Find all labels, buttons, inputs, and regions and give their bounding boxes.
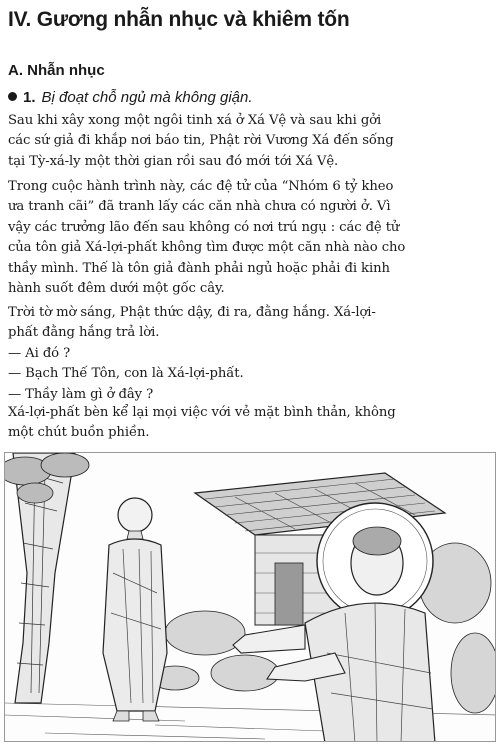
text-line: phất đằng hắng trả lời. bbox=[8, 325, 160, 341]
text-line: Trời tờ mờ sáng, Phật thức dậy, đi ra, đằng hắng. Xá-lợi- bbox=[8, 305, 376, 320]
text-line: vậy các trưởng lão đến sau không có nơi trú ngụ : các đệ tử bbox=[8, 219, 400, 235]
dialogue-line: — Bạch Thế Tôn, con là Xá-lợi-phất. bbox=[8, 366, 244, 382]
monk-figure bbox=[103, 498, 167, 721]
illustration-drawing bbox=[5, 453, 496, 742]
text-line: một chút buồn phiền. bbox=[8, 425, 150, 441]
illustration bbox=[4, 452, 496, 742]
paragraph-2 bbox=[8, 177, 498, 299]
text-line: hành suốt đêm dưới một gốc cây. bbox=[8, 281, 225, 297]
text-line: ưa tranh cãi” đã tranh lấy các căn nhà chưa có người ở. Vì bbox=[8, 199, 391, 215]
bullet-icon bbox=[8, 92, 17, 101]
subsection-number: 1. bbox=[23, 89, 36, 106]
subsection-heading bbox=[8, 87, 253, 109]
text-line: của tôn giả Xá-lợi-phất không tìm được một căn nhà nào cho bbox=[8, 240, 406, 256]
dialogue-line: — Ai đó ? bbox=[8, 345, 71, 361]
subsection-title: Bị đoạt chỗ ngủ mà không giận. bbox=[41, 89, 253, 106]
paragraph-3 bbox=[8, 303, 498, 405]
text-line: Xá-lợi-phất bèn kể lại mọi việc với vẻ mặt bình thản, không bbox=[8, 405, 396, 420]
text-line: các sứ giả đi khắp nơi báo tin, Phật rời Vương Xá đến sống bbox=[8, 133, 394, 149]
dialogue-line: — Thầy làm gì ở đây ? bbox=[8, 386, 154, 402]
text-line: thầy mình. Thế là tôn giả đành phải ngủ hoặc phải đi kinh bbox=[8, 260, 390, 276]
text-line: Sau khi xây xong một ngôi tinh xá ở Xá Vệ và sau khi gởi bbox=[8, 113, 382, 128]
paragraph-4 bbox=[8, 403, 498, 444]
section-heading: A. Nhẫn nhục bbox=[8, 62, 105, 79]
paragraph-1 bbox=[8, 111, 498, 172]
text-line: tại Tỳ-xá-ly một thời gian rồi sau đó mới tới Xá Vệ. bbox=[8, 153, 339, 169]
chapter-title: IV. Gương nhẫn nhục và khiêm tốn bbox=[8, 8, 350, 31]
tree bbox=[5, 453, 89, 703]
text-line: Trong cuộc hành trình này, các đệ tử của “Nhóm 6 tỷ kheo bbox=[8, 179, 394, 194]
